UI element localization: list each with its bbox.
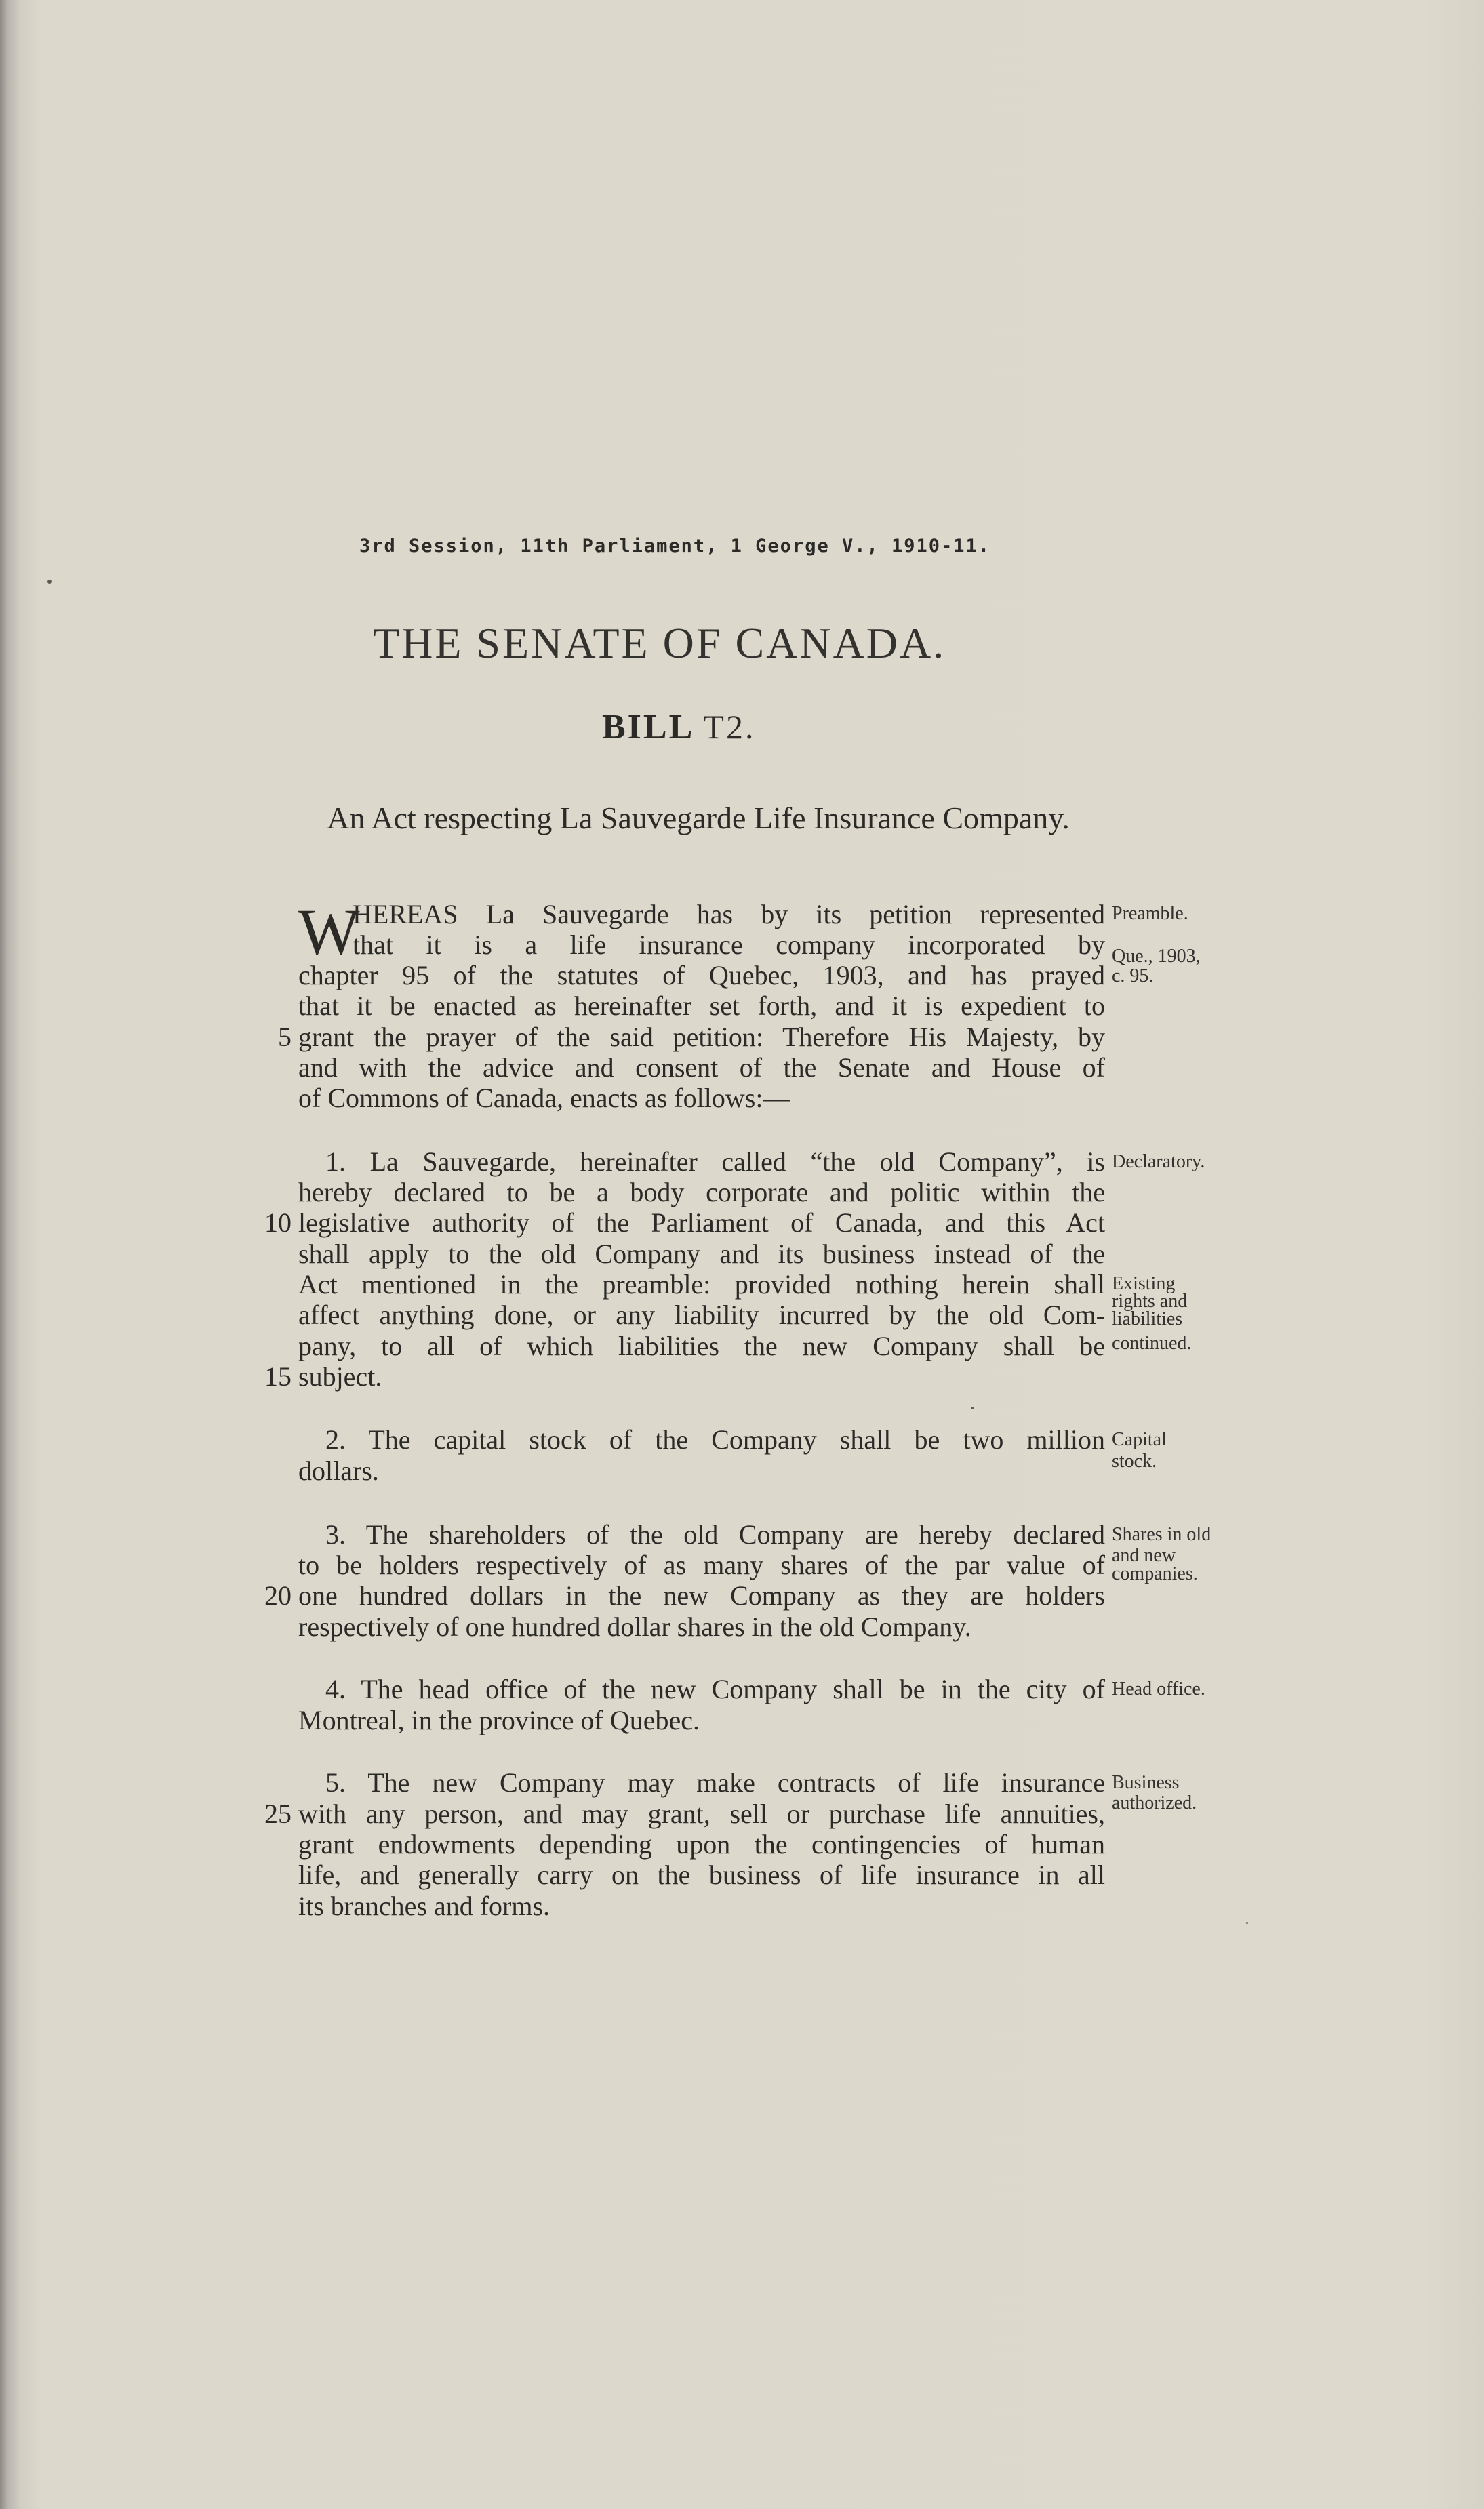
margin-note-capital: Capital: [1112, 1429, 1167, 1450]
line-number: 15: [264, 1361, 292, 1392]
section-1-line: affect anything done, or any liability incurred by the old Com-: [298, 1300, 1105, 1330]
section-1-line: hereby declared to be a body corporate and politic within the: [298, 1177, 1105, 1207]
margin-note-existing: continued.: [1112, 1333, 1192, 1354]
line-number: 5: [278, 1022, 292, 1052]
section-2-line: dollars.: [298, 1456, 379, 1486]
line-number: 10: [264, 1207, 292, 1238]
bill-heading: [602, 707, 755, 747]
section-3-line: 3. The shareholders of the old Company are hereby declared: [325, 1519, 1105, 1550]
margin-note-declaratory: Declaratory.: [1112, 1151, 1205, 1172]
margin-note-business: Business: [1112, 1772, 1180, 1793]
margin-note-shares: and new: [1112, 1545, 1176, 1566]
act-title: An Act respecting La Sauvegarde Life Insurance Company.: [327, 801, 1070, 835]
section-1-line: pany, to all of which liabilities the new Company shall be: [298, 1331, 1105, 1361]
preamble-dropcap: W: [298, 896, 360, 968]
preamble-line: chapter 95 of the statutes of Quebec, 1903, and has prayed: [298, 960, 1105, 990]
scan-speck: [1246, 1922, 1248, 1924]
preamble-line: that it is a life insurance company incorporated by: [353, 929, 1105, 960]
preamble-line: HEREAS La Sauvegarde has by its petition represented: [353, 899, 1105, 929]
senate-heading: THE SENATE OF CANADA.: [373, 619, 946, 667]
section-4-line: Montreal, in the province of Quebec.: [298, 1705, 700, 1735]
section-3-line: to be holders respectively of as many shares of the par value of: [298, 1550, 1105, 1580]
margin-note-existing: liabilities: [1112, 1308, 1183, 1329]
margin-note-que: c. 95.: [1112, 965, 1154, 986]
preamble-line: that it be enacted as hereinafter set forth, and it is expedient to: [298, 990, 1105, 1021]
line-number: 20: [264, 1580, 292, 1611]
bill-label: BILL: [602, 708, 693, 746]
session-header: 3rd Session, 11th Parliament, 1 George V., 1910-11.: [359, 536, 991, 557]
section-3-line: one hundred dollars in the new Company as they are holders: [298, 1580, 1105, 1611]
section-3-line: respectively of one hundred dollar shares in the old Company.: [298, 1611, 971, 1642]
preamble-line: of Commons of Canada, enacts as follows:—: [298, 1083, 790, 1113]
scan-speck: [47, 580, 52, 584]
section-5-line: life, and generally carry on the business of life insurance in all: [298, 1860, 1105, 1890]
margin-note-capital: stock.: [1112, 1451, 1157, 1472]
section-5-line: with any person, and may grant, sell or purchase life annuities,: [298, 1799, 1105, 1829]
margin-note-preamble: Preamble.: [1112, 903, 1188, 924]
bill-number: T2.: [703, 708, 756, 746]
scan-speck: [971, 1407, 974, 1409]
section-5-line: grant endowments depending upon the contingencies of human: [298, 1829, 1105, 1860]
section-1-line: legislative authority of the Parliament of Canada, and this Act: [298, 1207, 1105, 1238]
margin-note-existing: rights and: [1112, 1291, 1188, 1312]
section-1-line: shall apply to the old Company and its business instead of the: [298, 1239, 1105, 1269]
margin-note-business: authorized.: [1112, 1792, 1197, 1813]
section-1-line: 1. La Sauvegarde, hereinafter called “the old Company”, is: [325, 1146, 1105, 1177]
margin-note-shares: companies.: [1112, 1563, 1198, 1584]
preamble-line: grant the prayer of the said petition: Therefore His Majesty, by: [298, 1022, 1105, 1052]
margin-note-head-office: Head office.: [1112, 1679, 1205, 1700]
margin-note-que: Que., 1903,: [1112, 946, 1201, 967]
margin-note-shares: Shares in old: [1112, 1524, 1211, 1545]
section-5-line: its branches and forms.: [298, 1891, 550, 1921]
section-2-line: 2. The capital stock of the Company shall be two million: [325, 1424, 1105, 1455]
preamble-line: and with the advice and consent of the Senate and House of: [298, 1052, 1105, 1083]
section-4-line: 4. The head office of the new Company shall be in the city of: [325, 1674, 1105, 1704]
section-1-line: Act mentioned in the preamble: provided nothing herein shall: [298, 1269, 1105, 1300]
line-number: 25: [264, 1799, 292, 1829]
section-5-line: 5. The new Company may make contracts of life insurance: [325, 1767, 1105, 1798]
margin-note-existing: Existing: [1112, 1273, 1176, 1294]
section-1-line: subject.: [298, 1361, 382, 1392]
